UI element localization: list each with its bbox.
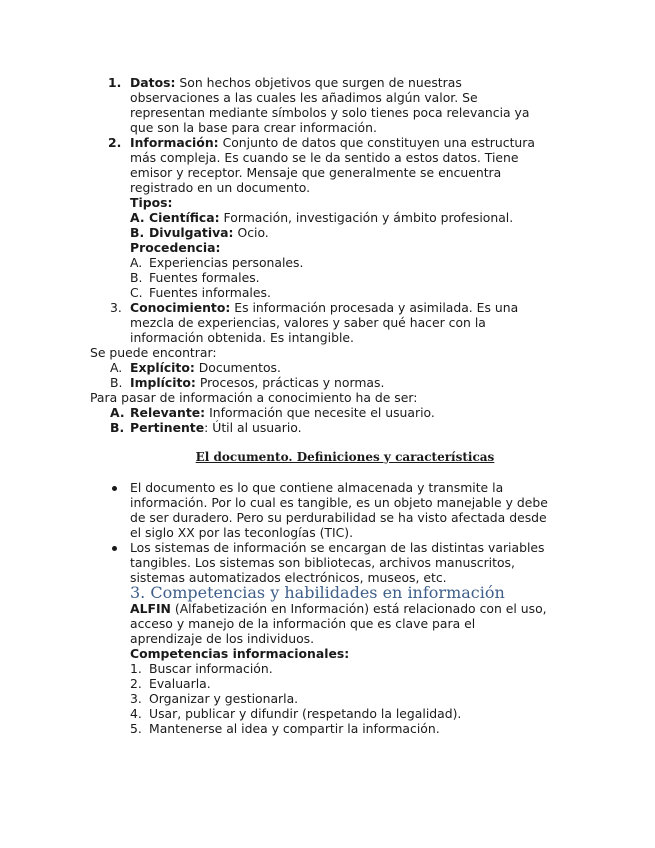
- documento-bullet1-line3: de ser duradero. Pero su perdurabilidad se ha visto afectada desde: [130, 510, 547, 525]
- ser-relevante: [130, 405, 435, 420]
- tipo-divulgativa: [149, 225, 269, 240]
- informacion-line-1: [130, 135, 535, 150]
- competencia-marker: 3.: [130, 691, 142, 706]
- bullet-dot: [112, 486, 117, 491]
- ser-term: Pertinente: [130, 420, 205, 435]
- competencia-item: Mantenerse al idea y compartir la información.: [149, 721, 440, 736]
- alfin-line-3: aprendizaje de los individuos.: [130, 631, 315, 646]
- list-marker: 3.: [110, 300, 122, 315]
- encontrar-term: Implícito:: [130, 375, 196, 390]
- encontrar-marker: A.: [110, 360, 123, 375]
- encontrar-explicito: [130, 360, 281, 375]
- alfin-term: ALFIN: [130, 601, 171, 616]
- documento-bullet2-line1: Los sistemas de información se encargan de las distintas variables: [130, 540, 545, 555]
- procedencia-item: Fuentes formales.: [149, 270, 260, 285]
- conocimiento-line-2: mezcla de experiencias, valores y saber qué hacer con la: [130, 315, 486, 330]
- list-marker: 1.: [108, 75, 122, 90]
- encontrar-text: Procesos, prácticas y normas.: [199, 375, 385, 390]
- tipo-term: Científica:: [149, 210, 220, 225]
- competencia-marker: 4.: [130, 706, 142, 721]
- encontrar-implicito: [130, 375, 384, 390]
- competencia-marker: 1.: [130, 661, 142, 676]
- ser-text: Información que necesite el usuario.: [209, 405, 435, 420]
- informacion-text: Conjunto de datos que constituyen una estructura: [222, 135, 535, 150]
- tipo-term: Divulgativa:: [149, 225, 234, 240]
- term-datos: Datos:: [130, 75, 176, 90]
- ser-marker: B.: [110, 420, 125, 435]
- encontrar-marker: B.: [110, 375, 123, 390]
- procedencia-label: Procedencia:: [130, 240, 221, 255]
- documento-bullet1-line4: el siglo XX por las teconlogías (TIC).: [130, 525, 354, 540]
- informacion-line-3: emisor y receptor. Mensaje que generalmente se encuentra: [130, 165, 502, 180]
- encontrar-term: Explícito:: [130, 360, 195, 375]
- competencias-subheading: Competencias informacionales:: [130, 646, 350, 661]
- informacion-line-2: más compleja. Es cuando se le da sentido a estos datos. Tiene: [130, 150, 519, 165]
- ser-text: : Útil al usuario.: [204, 420, 302, 435]
- tipo-text: Formación, investigación y ámbito profesional.: [223, 210, 514, 225]
- tipos-label: Tipos:: [130, 195, 173, 210]
- section-title-documento: El documento. Definiciones y características: [195, 450, 495, 464]
- tipo-marker: A.: [130, 210, 145, 225]
- competencia-item: Organizar y gestionarla.: [149, 691, 299, 706]
- documento-bullet2-line3: sistemas automatizados electrónicos, museos, etc.: [130, 570, 447, 585]
- informacion-line-4: registrado en un documento.: [130, 180, 311, 195]
- ser-marker: A.: [110, 405, 125, 420]
- alfin-line-2: acceso y manejo de la información que es clave para el: [130, 616, 476, 631]
- documento-bullet1-line2: información. Por lo cual es tangible, es un objeto manejable y debe: [130, 495, 548, 510]
- alfin-line-1: [130, 601, 547, 616]
- procedencia-marker: A.: [130, 255, 143, 270]
- procedencia-item: Fuentes informales.: [149, 285, 271, 300]
- competencia-marker: 2.: [130, 676, 142, 691]
- datos-line-4: que son la base para crear información.: [130, 120, 377, 135]
- competencia-item: Usar, publicar y difundir (respetando la legalidad).: [149, 706, 462, 721]
- procedencia-item: Experiencias personales.: [149, 255, 304, 270]
- para-pasar: Para pasar de información a conocimiento ha de ser:: [90, 390, 418, 405]
- alfin-text: (Alfabetización en Información) está relacionado con el uso,: [170, 601, 547, 616]
- documento-bullet2-line2: tangibles. Los sistemas son bibliotecas, archivos manuscritos,: [130, 555, 515, 570]
- tipo-cientifica: [149, 210, 513, 225]
- encontrar-text: Documentos.: [198, 360, 281, 375]
- datos-line-1: [130, 75, 462, 90]
- list-marker: 2.: [108, 135, 122, 150]
- term-conocimiento: Conocimiento:: [130, 300, 231, 315]
- tipo-text: Ocio.: [237, 225, 269, 240]
- procedencia-marker: C.: [130, 285, 143, 300]
- ser-pertinente: [130, 420, 302, 435]
- heading-competencias: 3. Competencias y habilidades en información: [130, 583, 505, 602]
- datos-text: Son hechos objetivos que surgen de nuestras: [179, 75, 462, 90]
- conocimiento-line-3: información obtenida. Es intangible.: [130, 330, 354, 345]
- competencia-item: Buscar información.: [149, 661, 273, 676]
- datos-line-2: observaciones a las cuales les añadimos algún valor. Se: [130, 90, 478, 105]
- bullet-dot: [112, 546, 117, 551]
- documento-bullet1-line1: El documento es lo que contiene almacenada y transmite la: [130, 480, 504, 495]
- term-informacion: Información:: [130, 135, 219, 150]
- competencia-marker: 5.: [130, 721, 142, 736]
- tipo-marker: B.: [130, 225, 145, 240]
- conocimiento-text: Es información procesada y asimilada. Es una: [234, 300, 519, 315]
- competencia-item: Evaluarla.: [149, 676, 211, 691]
- datos-line-3: representan mediante símbolos y solo tienes poca relevancia ya: [130, 105, 530, 120]
- procedencia-marker: B.: [130, 270, 143, 285]
- ser-term: Relevante:: [130, 405, 206, 420]
- conocimiento-line-1: [130, 300, 518, 315]
- se-puede-encontrar: Se puede encontrar:: [90, 345, 217, 360]
